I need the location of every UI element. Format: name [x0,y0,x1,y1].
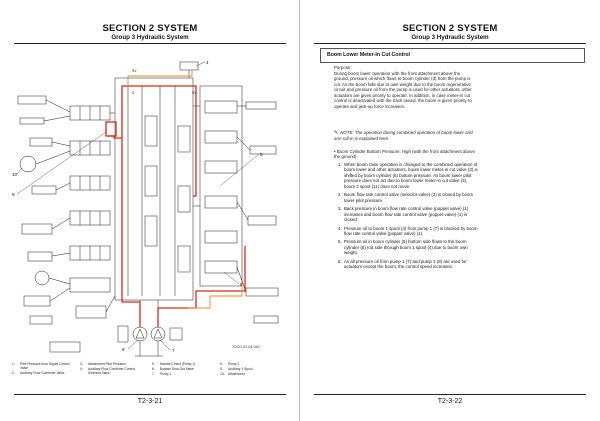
callout-8: 8 [122,347,125,352]
callout-4: 4 [206,60,209,65]
group-title: Group 3 Hydraulic System [111,34,189,41]
condition-bullet: • Boom Cylinder Bottom Pressure: High (with the front attachment above the ground) [334,149,475,160]
legend-item: Auxiliary 1 Spool [228,367,253,371]
legend-item: Auxiliary Flow Combiner Control Solenoid Valve [88,367,136,375]
figure-legend [12,362,292,386]
legend-item: Pump 2 [228,362,240,366]
figure-code: TDCD-02-04-030 [232,345,260,349]
legend-num: 1- [12,362,15,366]
callout-7: 7 [172,348,175,353]
solenoid-valve [180,62,198,70]
callout-6: 6 [240,282,243,287]
legend-num: 9- [220,367,223,371]
list-item: 4. Pressure oil to boom 1 spool (4) from pump 1 (7) is blocked by boom flow rate control valve (poppet valve) (1). [338,225,478,236]
control-valve-body-right [200,86,242,286]
header-rule [14,43,286,44]
section-title: SECTION 2 SYSTEM [402,23,498,34]
header-rule [314,43,586,44]
pressure-oil-line [106,86,245,327]
callout-9: 9 [12,192,15,197]
group-title: Group 3 Hydraulic System [411,34,489,41]
callout-5: 5 [260,152,263,157]
page-number: T2-3-22 [437,398,463,405]
legend-num: 8- [220,362,223,366]
note [334,130,474,142]
actuators-left [18,96,56,324]
legend-num: 5- [152,362,155,366]
spool-rows-left [70,106,110,292]
control-valve-body [115,78,193,300]
list-item: 5. Pressure oil in boom cylinder (5) bottom side flows to the boom cylinder (5) rod side through boom 1 spool (4) due to boom own weight. [338,239,468,256]
port-label-sv: SV [132,69,137,73]
footer-rule [14,394,286,395]
purpose-text: During boom lower operation with the front attachment above the ground, pressure oil which flows to boom cylinder (3) from the pump is cut. As the boom falls due to own weight due to the boom regenerative circuit and pressure oil from the pump is used for other actuators, other actuators are given priority to operate. In addition, in case meter-in cut control is deactivated with the track raised, the boom is given priority to operate and jack-up force increases. [334,71,472,109]
page-number: T2-3-21 [137,398,163,405]
hydraulic-schematic [10,46,290,372]
legend-item: Pilot Pressure from Signal Control Valve [20,362,70,370]
step-list [338,162,478,273]
list-item: 6. As all pressure oil from pump 1 (7) and pump 2 (8) are used for actuators except the boom, the control speed increases. [338,258,467,270]
list-item: 3. Back pressure in boom flow rate control valve (poppet valve) (1) increases and boom flow rate control valve (poppet valve) (1) is closed. [338,206,469,223]
legend-item: Neutral Circuit (Pump 1) [160,362,196,366]
spool-rows-right [205,101,237,273]
list-item: 2. Boom flow rate control valve (selector valve) (2) is closed by boom lower pilot pressure. [338,192,474,203]
callout-10: 10 [12,172,18,177]
purpose-label: Purpose: [334,65,352,70]
legend-item: Pump 1 [160,372,172,376]
list-item: 1. When boom raise operation is changed to the combined operation of boom lower and other actuators, boom lower meter-in cut valve (3) is shifted by boom cylinder (5) bottom pressure. As boom lower pilot pressure does not act due to boom lower meter-in cut valve (3), boom 2 spool (11) does not move. [338,162,478,189]
port-label-s: S [132,91,135,95]
section-title: SECTION 2 SYSTEM [102,23,198,34]
legend-num: 2- [12,371,15,375]
legend-num: 4- [80,367,83,371]
topic-box [320,48,585,63]
legend-num: 3- [80,362,83,366]
legend-num: 7- [152,372,155,376]
footer-rule [314,394,586,395]
legend-item: Attachment Pilot Pressure [88,362,127,366]
legend-item: Bypass Shut-Out Valve [160,367,194,371]
note-text: The operation during combined operation of boom lower and arm roll-in is explained here. [334,130,473,142]
legend-item: Attachment [228,372,245,376]
legend-num: 6- [152,367,155,371]
port-label-sv-2: SV [192,91,197,95]
legend-item: Auxiliary Flow Combiner Valve [20,371,65,375]
note-pencil-icon: ✎ [334,130,339,136]
right-page [300,0,600,421]
note-label: NOTE: [340,130,354,135]
legend-num: 10- [220,372,225,376]
topic-title: Boom Lower Meter-In Cut Control [327,52,410,58]
actuators-right [246,102,278,323]
